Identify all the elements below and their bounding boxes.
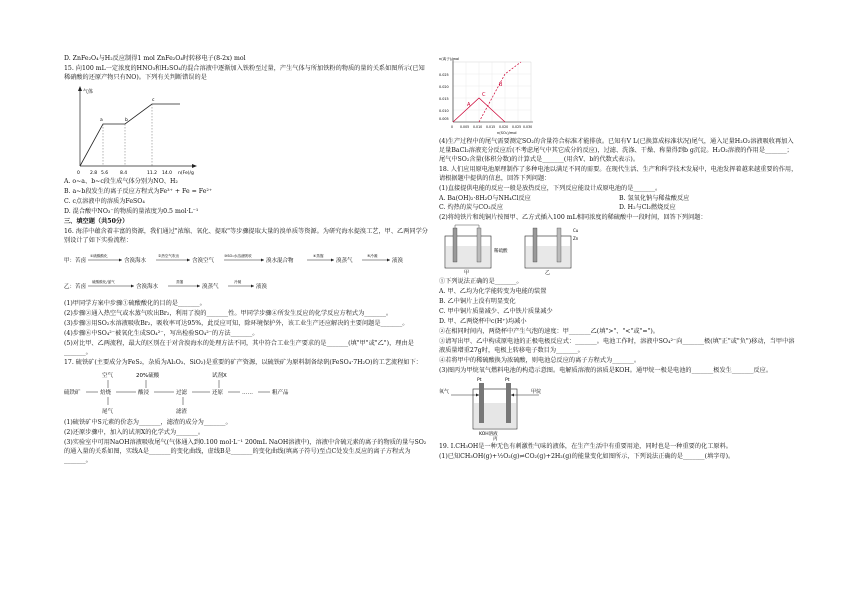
q18-option: D. H₂与Cl₂燃烧反应 — [619, 203, 676, 211]
q17-4: (4)生产过程中的尾气需要测定SO₂的含量符合标准才能排放。已知有V L(已换算成标准状况)尾气，通入足量H₂O₂溶液吸收再加入足量BaCl₂溶液充分反应后(不考虑尾气中其它成分的反应)，过滤、洗涤、干燥、称量得到b g沉淀。H₂O₂溶液的作用是_______；尾气中SO₂含量(体积分数)的计算式是_______(用含V、b的代数式表示)。 — [439, 138, 794, 163]
so2-ytick: 0.005 — [439, 117, 449, 121]
q16-question: (4)步骤⑥中SO₄²⁻被氧化生成SO₄²⁻，写出检验SO₄²⁻的方法_______。 — [64, 329, 259, 337]
curve-label: B — [499, 82, 503, 88]
curve-label: C — [482, 92, 486, 98]
electrolyte-label: 稀硫酸 — [494, 248, 508, 254]
fuel-cell-svg — [439, 377, 559, 441]
so2-xtick: 0.030 — [523, 125, 533, 129]
gas-label: 氧气 — [439, 388, 450, 395]
galvanic-cell-figures — [439, 224, 799, 276]
q18-3: (3)图丙为甲烷氧气燃料电池的构造示意图。电解质溶液的溶质是KOH。通甲烷一极是电池的_______极发生_______反应。 — [439, 366, 773, 374]
so2-xlabel: n(SO₂)/mol — [497, 131, 517, 135]
flow-top-label: 试剂X — [212, 372, 227, 379]
q19-stem: 19. Ⅰ.CH₃OH是一种无色有刺激性气味的液体，在生产生活中有重要用途，同时也是一种重要的化工原料。 — [439, 442, 732, 450]
q15-xtick: 14.0 — [162, 170, 173, 176]
q16-flow-a — [64, 248, 430, 274]
flow-top-label: 20%硫酸 — [136, 372, 160, 379]
q17-question: (1)硫铁矿中S元素的价态为_______，滤渣的成分为_______。 — [64, 418, 232, 426]
q14-option-d: D. ZnFe₂O₄与H₂反应制得1 mol ZnFe₂O₄时转移电子(8-2x) mol — [64, 55, 246, 62]
flow-a-prefix: 甲：苦卤 — [64, 257, 87, 264]
electrode-label: Pt — [505, 377, 510, 383]
cell-label: 甲 — [464, 269, 470, 276]
flow-node: …… — [242, 389, 253, 396]
electrode-label: Cu — [573, 227, 579, 233]
q18-2-more: ②在相同时间内，两烧杯中产生气泡的速度：甲_______乙(填">"、"<"或"=")。 — [439, 327, 659, 335]
q18-2-sub: ①下列说法正确的是_______。 — [439, 277, 523, 285]
flow-a-arrow: ①硫酸酸化 — [90, 253, 108, 258]
flow-a-node: 溴蒸气 — [336, 257, 353, 264]
left-column — [64, 55, 430, 467]
flow-a-node: 溴水混合物 — [266, 257, 294, 264]
q18-2-more: ④若将甲中的稀硫酸换为浓硫酸，则电池总反应的离子方程式为_______。 — [439, 356, 641, 364]
q18-2-more: ③请写出甲、乙中构成原电池的正极电极反应式：_______。电池工作时，溶液中SO₄²⁻向_______极(填"正"或"负")移动，当甲中溶液质量增重27g时，电极上转移电子数目为_______。 — [439, 337, 795, 354]
so2-ylabel: n(离子)/mol — [439, 57, 460, 61]
q17-question: (3)实验室中可用NaOH溶液吸收尾气(气体通入到0.100 mol·L⁻¹ 200mL NaOH溶液中)，溶液中含硫元素的离子的物质的量与SO₂的通入量的关系如图，实线A是_______的变化曲线，虚线B是_______的变化曲线(填离子符号)至点C处发生反应的离子方程式为_______。 — [64, 438, 427, 464]
so2-ytick: 0.015 — [439, 97, 449, 101]
flow-a-arrow: ⑤冷凝 — [367, 253, 378, 258]
q15-xtick: 8.4 — [120, 170, 128, 176]
q15-stem: 15. 向100 mL一定浓度的HNO₃和H₂SO₄的混合溶液中逐渐加入铁粉至过量，产生气体与所加铁粉的物质的量的关系如图所示(已知稀硝酸的还原产物只有NO)。下列有关判断错误的是 — [64, 64, 425, 81]
q15-graph-svg — [70, 84, 200, 176]
q15-xtick: 5.6 — [101, 170, 109, 176]
q17-stem: 17. 硫铁矿(主要成分为FeS₂，杂质为Al₂O₃、SiO₂)是重要的矿产资源，以硫铁矿为原料制备绿矾(FeSO₄·7H₂O)的工艺流程如下： — [64, 358, 422, 366]
so2-ytick: 0.025 — [439, 73, 449, 77]
q15-ylabel: 气体 — [83, 88, 94, 95]
q16-question: (2)步骤②通入热空气或水蒸气吹出Br₂，利用了溴的_______性。甲同学步骤④所发生反应的化学反应方程式为_______。 — [64, 309, 393, 317]
electrode-label: Pt — [477, 377, 482, 383]
q16-flow-b-svg — [64, 277, 430, 293]
q15-option: C. c点溶液中的溶质为FeSO₄ — [64, 197, 145, 205]
flow-a-node: 含溴海水 — [124, 257, 147, 264]
so2-xtick: 0.020 — [499, 125, 509, 129]
q15-point-label: b — [125, 117, 128, 123]
q15-point-label: c — [152, 97, 155, 103]
flow-node: 硫铁矿 — [64, 389, 81, 396]
q15-xtick: 2.8 — [90, 170, 98, 176]
q18-option: B. 氢氧化钠与稀盐酸反应 — [619, 194, 690, 202]
q15-option: A. o~a、b~c段生成气体分别为NO、H₂ — [64, 177, 178, 185]
flow-b-arrow: 蒸馏 — [176, 279, 184, 284]
so2-ion-graph — [439, 56, 539, 136]
so2-xtick: 0 — [451, 125, 454, 129]
flow-bottom-label: 滤渣 — [176, 408, 188, 415]
q15-gas-curve — [80, 104, 180, 166]
q16-question: (3)步骤③用SO₂水溶液吸收Br₂，吸收率可达95%，此反应可知，除环境保护外，该工业生产还应解决的主要问题是_______。 — [64, 319, 409, 327]
q16-stem: 16. 海洋中蕴含着丰富的资源，我们通过"浓缩、氧化、提取"等步骤提取大量的溴单质等资源。为研究海水提溴工艺，甲、乙两同学分别设计了如下实验流程： — [64, 227, 428, 244]
flow-a-arrow: ②热空气吹出 — [158, 253, 180, 258]
q15-option: B. a~b段发生的离子反应方程式为Fe³⁺ + Fe = Fe²⁺ — [64, 187, 213, 195]
q17-process-flow — [64, 369, 430, 417]
q16-flow-a-svg — [64, 248, 430, 270]
q15-xlabel: n(Fe)/g — [178, 170, 194, 176]
cells-svg — [439, 224, 599, 276]
flow-bottom-label: 尾气 — [102, 408, 114, 415]
flow-b-node: 溴蒸气 — [202, 283, 219, 290]
q16-question: (1)甲同学方案中步骤①硫酸酸化的目的是_______。 — [64, 299, 206, 307]
q18-option: A. Ba(OH)₂·8H₂O与NH₄Cl反应 — [439, 194, 531, 202]
flow-node: 焙烧 — [100, 389, 112, 396]
section-title: 三、填空题（共50分） — [64, 217, 129, 225]
flow-a-arrow: ③SO₂水溶液吸收 — [224, 253, 252, 258]
flow-node: 过滤 — [176, 389, 188, 396]
so2-xtick: 0.010 — [473, 125, 483, 129]
flow-a-node: 液溴 — [392, 257, 404, 264]
q18-option: C. 灼热的炭与CO₂反应 — [439, 203, 504, 211]
q15-gas-graph — [70, 84, 200, 176]
q18-2: (2)将纯铁片和纯铜片按图甲、乙方式插入100 mL相同浓度的稀硫酸中一段时间，回答下列问题： — [439, 213, 707, 221]
flow-b-prefix: 乙：苦卤 — [64, 283, 87, 290]
so2-xtick: 0.015 — [486, 125, 496, 129]
flow-node: 还原 — [212, 389, 224, 396]
q18-1-options — [439, 195, 799, 213]
so2-xtick: 0.005 — [460, 125, 470, 129]
q15-xtick: 11.2 — [147, 170, 158, 176]
flow-node: 酸浸 — [138, 389, 150, 396]
so2-ytick: 0.010 — [439, 109, 449, 113]
flow-top-label: 空气 — [102, 372, 114, 379]
q15-xtick: 0 — [77, 170, 80, 176]
cell-label: 丙 — [493, 436, 498, 441]
q16-flow-b — [64, 277, 430, 297]
q18-2-option: B. 乙中铜片上没有明显变化 — [439, 297, 516, 305]
q16-question: (5)对比甲、乙两流程，最大的区别在于对含溴海水的处理方法不同，其中符合工业生产要求的是_______(填"甲"或"乙")，理由是_______。 — [64, 339, 414, 356]
q18-2-option: C. 甲中铜片质量减少、乙中铁片质量减少 — [439, 307, 553, 315]
right-column — [439, 55, 799, 463]
q18-2-option: A. 甲、乙均为化学能转变为电能的装置 — [439, 287, 547, 295]
so2-graph-svg — [439, 56, 539, 136]
flow-b-arrow: 冷凝 — [234, 279, 242, 284]
flow-b-node: 液溴 — [256, 283, 268, 290]
flow-a-node: 含溴空气 — [192, 257, 215, 264]
q15-option: D. 混合酸中NO₃⁻的物质的量浓度为0.5 mol·L⁻¹ — [64, 207, 199, 215]
flow-b-node: 含溴海水 — [136, 283, 159, 290]
flow-b-arrow: 硫酸酸化/氯气 — [92, 279, 115, 284]
curve-label: A — [467, 102, 471, 108]
q17-flow-svg — [64, 369, 430, 417]
flow-a-arrow: ④蒸馏 — [313, 253, 324, 258]
electrolyte-label: KOH溶液 — [479, 431, 498, 437]
gas-label: 甲烷 — [531, 388, 542, 395]
so2-xtick: 0.025 — [512, 125, 522, 129]
cell-label: 乙 — [545, 269, 551, 276]
q15-point-label: a — [100, 117, 103, 123]
electrode-label: Zn — [573, 235, 579, 241]
q18-stem: 18. 人们应用原电池原理制作了多种电池以满足不同的需要。在现代生活、生产和科学技术发展中，电池发挥着越来越重要的作用，请根据题中提供的信息，回答下列问题： — [439, 165, 798, 182]
q17-question: (2)还原步骤中，加入的试剂X的化学式为_______。 — [64, 428, 205, 436]
fuel-cell-figure — [439, 377, 799, 441]
q18-2-option: D. 甲、乙两烧杯中c(H⁺)均减小 — [439, 317, 527, 325]
so2-ytick: 0.020 — [439, 85, 449, 89]
q19-1: (1)已知CH₃OH(g)+½O₂(g)⇌CO₂(g)+2H₂(g)的能量变化如图所示，下列说法正确的是_______(填字母)。 — [439, 452, 735, 460]
flow-node: 粗产品 — [272, 389, 289, 396]
q18-1: (1)直接提供电能的反应一般是放热反应，下列反应能设计成原电池的是_______。 — [439, 184, 662, 192]
